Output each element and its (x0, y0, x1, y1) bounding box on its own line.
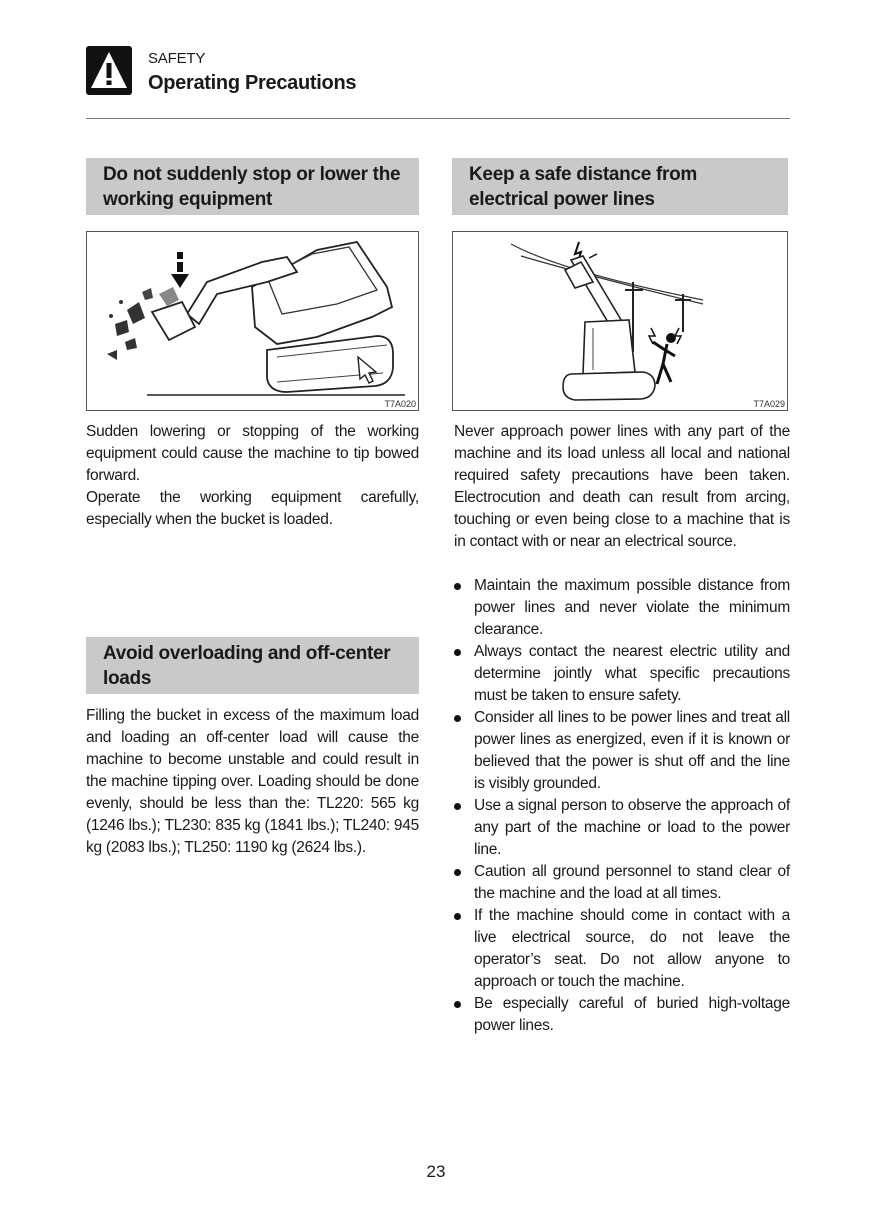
bullet-icon (454, 583, 461, 590)
figure-code: T7A020 (384, 399, 416, 409)
list-item-text: Maintain the maximum possible distance from power lines and never violate the minimum clearance. (474, 577, 790, 638)
bullet-icon (454, 1001, 461, 1008)
heading-power-lines: Keep a safe distance from electrical power lines (452, 158, 788, 215)
list-item-text: Always contact the nearest electric utility and determine jointly what specific precautions must be taken to ensure safety. (474, 643, 790, 704)
power-lines-intro (454, 421, 790, 553)
loader-bucket-dropping-load-illustration (86, 231, 419, 411)
bullet-icon (454, 803, 461, 810)
list-item (454, 861, 790, 905)
page-title: Operating Precautions (148, 72, 357, 94)
list-item (454, 641, 790, 707)
list-item-text: Caution all ground personnel to stand clear of the machine and the load at all times. (474, 863, 790, 902)
list-item (454, 993, 790, 1037)
heading-sudden-stop: Do not suddenly stop or lower the working equipment (86, 158, 419, 215)
list-item (454, 575, 790, 641)
warning-icon (86, 46, 132, 95)
page-number: 23 (426, 1162, 446, 1181)
power-lines-bullet-list (454, 575, 790, 1037)
header-divider (86, 118, 790, 119)
list-item (454, 707, 790, 795)
power-lines-intro-paragraph: Never approach power lines with any part of the machine and its load unless all local and national required safety precautions have been taken. Electrocution and death can result from arcing, touching or even being close to a machine that is in contact with or near an electrical source. (454, 423, 790, 550)
bullet-icon (454, 869, 461, 876)
overloading-text (86, 705, 419, 859)
list-item (454, 905, 790, 993)
list-item (454, 795, 790, 861)
heading-overloading: Avoid overloading and off-center loads (86, 637, 419, 694)
sudden-stop-text (86, 421, 419, 531)
bullet-icon (454, 913, 461, 920)
section-label: SAFETY (148, 50, 206, 67)
bullet-icon (454, 715, 461, 722)
figure-code: T7A029 (753, 399, 785, 409)
list-item-text: Use a signal person to observe the approach of any part of the machine or load to the power line. (474, 797, 790, 858)
sudden-stop-paragraph-1: Sudden lowering or stopping of the working equipment could cause the machine to tip bowed forward. (86, 423, 419, 484)
list-item-text: Be especially careful of buried high-voltage power lines. (474, 995, 790, 1034)
overloading-paragraph: Filling the bucket in excess of the maximum load and loading an off-center load will cause the machine to become unstable and could result in the machine tipping over. Loading should be done evenly, should be less than the: TL220: 565 kg (1246 lbs.); TL230: 835 kg (1841 lbs.); TL240: 945 kg (2083 lbs.); TL250: 1190 kg (2624 lbs.). (86, 707, 419, 856)
list-item-text: Consider all lines to be power lines and treat all power lines as energized, even if it is known or believed that the power is shut off and the line is visibly grounded. (474, 709, 790, 792)
bullet-icon (454, 649, 461, 656)
sudden-stop-paragraph-2: Operate the working equipment carefully, especially when the bucket is loaded. (86, 489, 419, 528)
loader-touching-power-line-illustration (452, 231, 788, 411)
list-item-text: If the machine should come in contact with a live electrical source, do not leave the operator’s seat. Do not allow anyone to approach or touch the machine. (474, 907, 790, 990)
